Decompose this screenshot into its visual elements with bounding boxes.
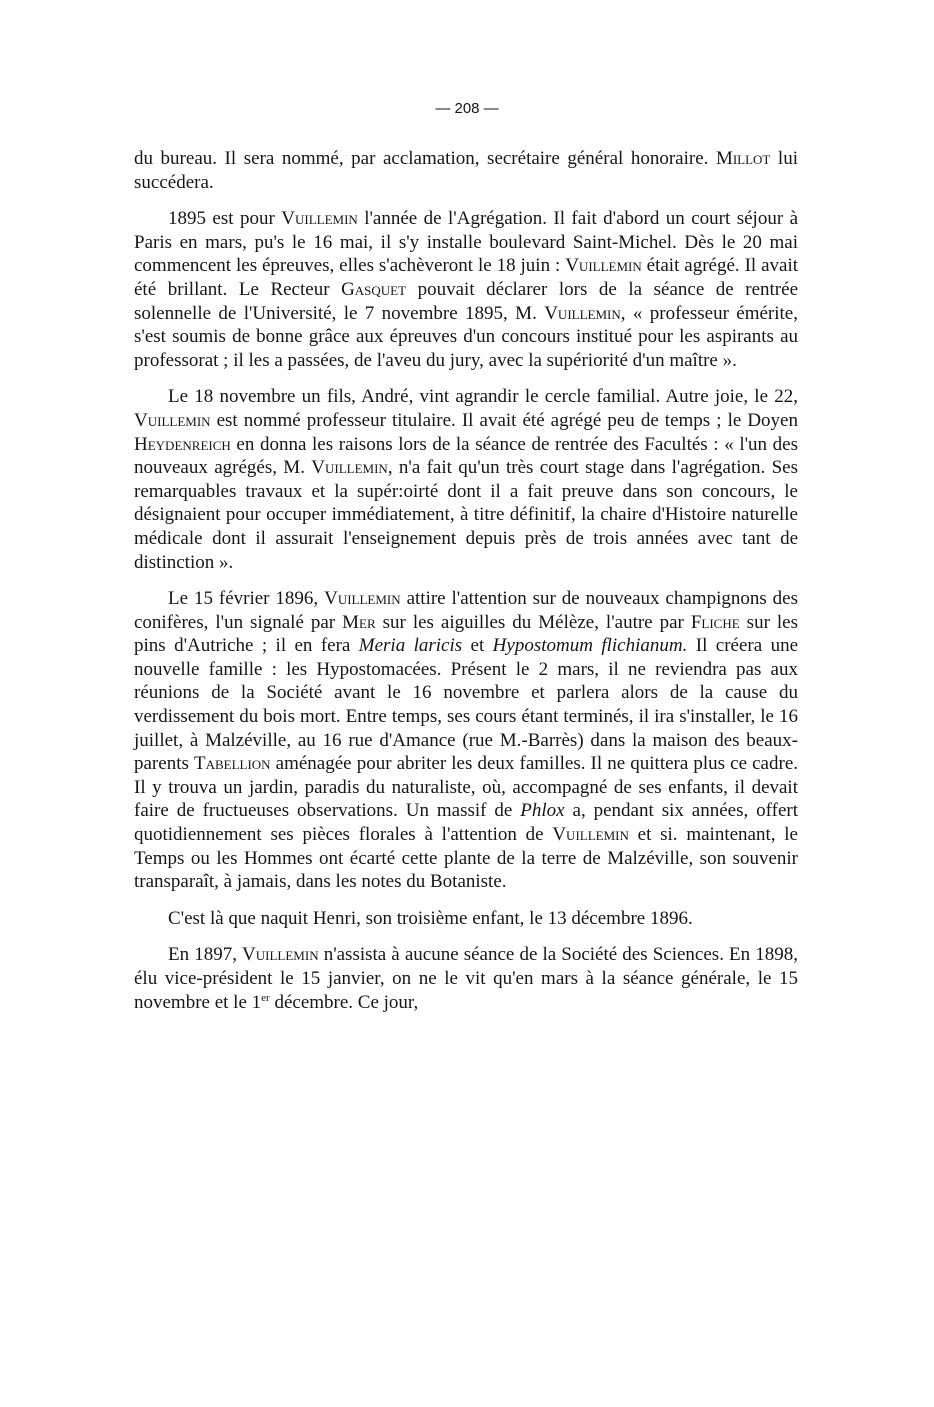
proper-name: Vuillemin — [281, 208, 358, 230]
proper-name: Vuillemin — [311, 457, 388, 479]
text-run: n'assista à aucune séance de la Société des Sciences. En 1898, élu vice-président le 15 janvier, on ne le vit qu'en mars à la séance générale, le 15 novembre et le 1 — [134, 944, 798, 1013]
text-run: aménagée pour abriter les deux familles. Il ne quittera plus ce cadre. Il y trouva un jardin, paradis du naturaliste, où, accompagné de ses enfants, il devait faire de fructueuses observations. Un massif de — [134, 753, 798, 822]
proper-name: Tabellion — [193, 753, 271, 775]
proper-name: Vuillemin — [544, 302, 621, 324]
text-run: Le 18 novembre un fils, André, vint agrandir le cercle familial. Autre joie, le 22, — [168, 386, 798, 408]
proper-name: Vuillemin — [552, 824, 629, 846]
proper-name: Vuillemin — [565, 255, 642, 277]
text-run: pouvait déclarer lors de la séance de rentrée solennelle de l'Université, le 7 novembre 1895, M. — [134, 278, 798, 324]
text-run: est nommé professeur titulaire. Il avait été agrégé peu de temps ; le Doyen — [210, 409, 798, 431]
text-run: et si. maintenant, le Temps ou les Hommes ont écarté cette plante de la terre de Malzéville, son souvenir transparaît, à jamais, dans les notes du Botaniste. — [134, 824, 798, 893]
proper-name: Vuillemin — [134, 409, 211, 431]
text-run: , n'a fait qu'un très court stage dans l'agrégation. Ses remarquables travaux et la supér:oirté dont il a fait preuve dans son concours, le désignaient pour occuper immédiatement, à titre définitif, la chaire d'Histoire naturelle médicale dont il assurait l'enseignement depuis près de trois années avec tant de distinction ». — [134, 457, 799, 573]
paragraph — [134, 147, 798, 194]
text-run: était agrégé. Il avait été brillant. Le Recteur — [134, 255, 799, 300]
text-run: du bureau. Il sera nommé, par acclamation, secrétaire général honoraire. — [134, 148, 716, 169]
superscript: er — [261, 991, 270, 1004]
proper-name: Fliche — [690, 611, 740, 633]
text-run: lui succédera. — [134, 148, 798, 193]
proper-name: Mer — [342, 611, 376, 633]
text-run: attire l'attention sur de nouveaux champignons des conifères, l'un signalé par — [134, 588, 798, 633]
text-run: en donna les raisons lors de la séance de rentrée des Facultés : « l'un des nouveaux agrégés, M. — [134, 433, 798, 479]
text-run: Le 15 février 1896, — [168, 588, 325, 610]
body-text — [134, 147, 798, 1027]
text-run: sur les aiguilles du Mélèze, l'autre par — [375, 611, 691, 633]
text-run: et — [462, 635, 493, 657]
text-run: , « professeur émérite, s'est soumis de bonne grâce aux épreuves d'un concours institué pour les aspirants au professorat ; il les a passées, de l'aveu du jury, avec la supériorité d'un maître ». — [134, 302, 798, 371]
paragraph — [134, 943, 798, 1014]
paragraph — [134, 587, 798, 894]
paragraph — [134, 907, 798, 931]
text-run: C'est là que naquit Henri, son troisième enfant, le 13 décembre 1896. — [168, 907, 693, 929]
text-run: En 1897, — [168, 944, 243, 966]
text-run: décembre. Ce jour, — [269, 991, 419, 1013]
text-run: 1895 est pour — [168, 208, 282, 230]
proper-name: Millot — [715, 148, 771, 169]
text-run: l'année de l'Agrégation. Il fait d'abord un court séjour à Paris en mars, pu's le 16 mai, il s'y installe boulevard Saint-Michel. Dès le 20 mai commencent les épreuves, elles s'achèveront le 18 juin : — [134, 208, 799, 277]
text-run: sur les pins d'Autriche ; il en fera — [134, 611, 798, 657]
italic-text: Hypostomum flichianum. — [492, 635, 688, 657]
italic-text: Phlox — [520, 800, 565, 822]
proper-name: Vuillemin — [242, 944, 319, 966]
proper-name: Heydenreich — [134, 433, 231, 455]
paragraph — [134, 385, 798, 574]
proper-name: Gasquet — [341, 278, 407, 300]
italic-text: Meria laricis — [358, 635, 463, 657]
paragraph — [134, 207, 798, 372]
text-run: Il créera une nouvelle famille : les Hypostomacées. Présent le 2 mars, il ne reviendra pas aux réunions de la Société avant le 16 novembre et parlera alors de la cause du verdissement du bois mort. Entre temps, ses cours étant terminés, il ira s'installer, le 16 juillet, à Malzéville, au 16 rue d'Amance (rue M.-Barrès) dans la maison des beaux-parents — [134, 635, 798, 775]
page-number: — 208 — — [435, 100, 499, 117]
proper-name: Vuillemin — [324, 588, 401, 610]
text-run: a, pendant six années, offert quotidiennement ses pièces florales à l'attention de — [134, 800, 798, 846]
